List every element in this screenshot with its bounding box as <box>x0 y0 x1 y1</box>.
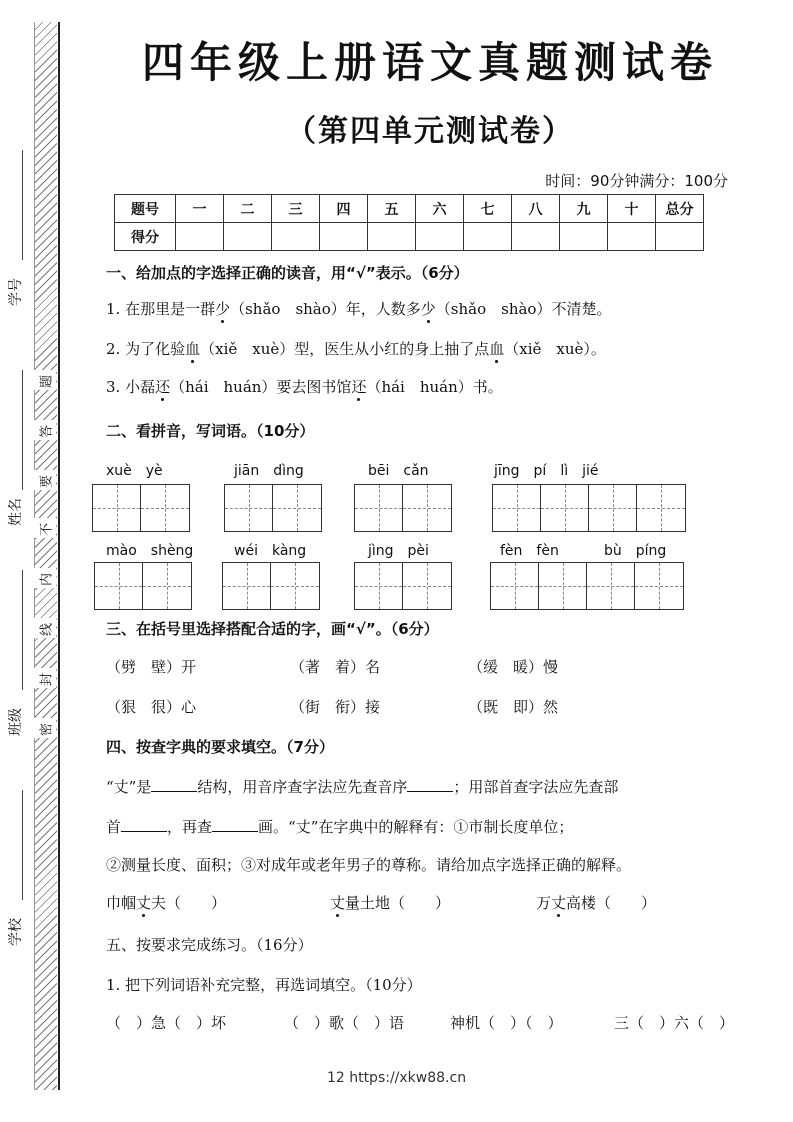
section-3-heading: 三、在括号里选择搭配合适的字，画“√”。（6分） <box>106 620 439 638</box>
sec1-item: 2. 为了化验血（xiě xuè）型，医生从小红的身上抽了点血（xiě xuè）。 <box>106 340 606 358</box>
sec5-sub1: 1. 把下列词语补充完整，再选词填空。（10分） <box>106 976 422 994</box>
sec4-word[interactable]: 巾帼丈夫（ ） <box>106 894 227 912</box>
score-header-cell: 五 <box>368 195 416 223</box>
pinyin-label: jiān dìng <box>234 463 304 479</box>
label-school: 学校 <box>8 918 24 946</box>
writing-grid[interactable] <box>354 484 452 532</box>
score-header-cell: 题号 <box>115 195 176 223</box>
sec1-item: 1. 在那里是一群少（shǎo shào）年，人数多少（shǎo shào）不清楚。 <box>106 300 612 318</box>
idiom-item[interactable]: （ ）歌（ ）语 <box>284 1014 405 1032</box>
sec4-line: 首 ，再查 画。“丈”在字典中的解释有：①市制长度单位； <box>106 818 574 836</box>
score-cell[interactable] <box>464 223 512 251</box>
idiom-item[interactable]: 三（ ）六（ ） <box>614 1014 735 1032</box>
label-class: 班级 <box>8 708 24 736</box>
score-header-cell: 八 <box>512 195 560 223</box>
fill-blank[interactable] <box>151 777 197 792</box>
score-header-cell: 一 <box>176 195 224 223</box>
seal-char: 要 <box>39 475 55 489</box>
score-cell[interactable] <box>656 223 704 251</box>
page-subtitle: （第四单元测试卷） <box>286 114 574 149</box>
score-header-cell: 总分 <box>656 195 704 223</box>
name-line <box>22 370 23 490</box>
score-cell[interactable] <box>272 223 320 251</box>
seal-char: 题 <box>39 375 55 389</box>
pinyin-label: jìng pèi <box>368 543 429 559</box>
score-cell[interactable] <box>416 223 464 251</box>
score-table-header <box>115 195 704 223</box>
score-table <box>114 194 704 251</box>
score-cell[interactable] <box>608 223 656 251</box>
section-5-heading: 五、按要求完成练习。（16分） <box>106 936 313 954</box>
pinyin-label: fèn fèn <box>500 543 559 559</box>
section-1-heading: 一、给加点的字选择正确的读音，用“√”表示。（6分） <box>106 264 469 282</box>
score-cell[interactable] <box>560 223 608 251</box>
pinyin-label: mào shèng <box>106 543 194 559</box>
writing-grid[interactable] <box>490 562 684 610</box>
score-header-cell: 九 <box>560 195 608 223</box>
label-name: 姓名 <box>8 498 24 526</box>
choice-item[interactable]: （劈 壁）开 <box>106 658 197 676</box>
student-id-line <box>22 150 23 260</box>
seal-char: 线 <box>39 623 55 637</box>
pinyin-label: wéi kàng <box>234 543 307 559</box>
idiom-item[interactable]: 神机（ ）（ ） <box>450 1014 563 1032</box>
school-line <box>22 790 23 900</box>
sec4-word[interactable]: 万丈高楼（ ） <box>536 894 657 912</box>
score-header-cell: 四 <box>320 195 368 223</box>
time-info: 时间：90分钟满分：100分 <box>545 172 728 190</box>
binding-hatch <box>34 22 57 1090</box>
score-header-cell: 六 <box>416 195 464 223</box>
choice-item[interactable]: （既 即）然 <box>468 698 559 716</box>
page-title: 四年级上册语文真题测试卷 <box>141 38 718 87</box>
score-cell[interactable] <box>512 223 560 251</box>
pinyin-label: xuè yè <box>106 463 163 479</box>
sec4-line: ②测量长度、面积；③对成年或老年男子的尊称。请给加点字选择正确的解释。 <box>106 856 632 874</box>
pinyin-label: bù píng <box>604 543 667 559</box>
label-student-id: 学号 <box>8 278 24 306</box>
seal-char: 密 <box>39 723 55 737</box>
score-row-label: 得分 <box>115 223 176 251</box>
sec1-item: 3. 小磊还（hái huán）要去图书馆还（hái huán）书。 <box>106 378 503 396</box>
score-header-cell: 二 <box>224 195 272 223</box>
choice-item[interactable]: （缓 暖）慢 <box>468 658 559 676</box>
pinyin-label: jīng pí lì jié <box>494 463 599 479</box>
idiom-item[interactable]: （ ）急（ ）坏 <box>106 1014 227 1032</box>
score-header-cell: 三 <box>272 195 320 223</box>
section-2-heading: 二、看拼音，写词语。（10分） <box>106 422 315 440</box>
class-line <box>22 570 23 690</box>
sec4-line: “丈”是 结构，用音序查字法应先查音序 ；用部首查字法应先查部 <box>106 778 619 796</box>
choice-item[interactable]: （著 着）名 <box>290 658 381 676</box>
seal-char: 答 <box>39 425 55 439</box>
score-header-cell: 七 <box>464 195 512 223</box>
score-cell[interactable] <box>224 223 272 251</box>
fill-blank[interactable] <box>121 817 167 832</box>
fill-blank[interactable] <box>212 817 258 832</box>
score-table-row <box>115 223 704 251</box>
seal-char: 封 <box>39 673 55 687</box>
score-cell[interactable] <box>176 223 224 251</box>
footer-watermark: 12 https://xkw88.cn <box>326 1070 467 1086</box>
choice-item[interactable]: （街 衔）接 <box>290 698 381 716</box>
seal-char: 不 <box>39 523 55 537</box>
score-cell[interactable] <box>368 223 416 251</box>
choice-item[interactable]: （狠 很）心 <box>106 698 197 716</box>
score-cell[interactable] <box>320 223 368 251</box>
fill-blank[interactable] <box>407 777 453 792</box>
writing-grid[interactable] <box>222 562 320 610</box>
writing-grid[interactable] <box>492 484 686 532</box>
writing-grid[interactable] <box>92 484 190 532</box>
writing-grid[interactable] <box>224 484 322 532</box>
sec4-word[interactable]: 丈量土地（ ） <box>330 894 451 912</box>
score-header-cell: 十 <box>608 195 656 223</box>
writing-grid[interactable] <box>94 562 192 610</box>
seal-char: 内 <box>39 573 55 587</box>
pinyin-label: bēi cǎn <box>368 463 429 479</box>
writing-grid[interactable] <box>354 562 452 610</box>
binding-line <box>58 22 60 1090</box>
section-4-heading: 四、按查字典的要求填空。（7分） <box>106 738 334 756</box>
